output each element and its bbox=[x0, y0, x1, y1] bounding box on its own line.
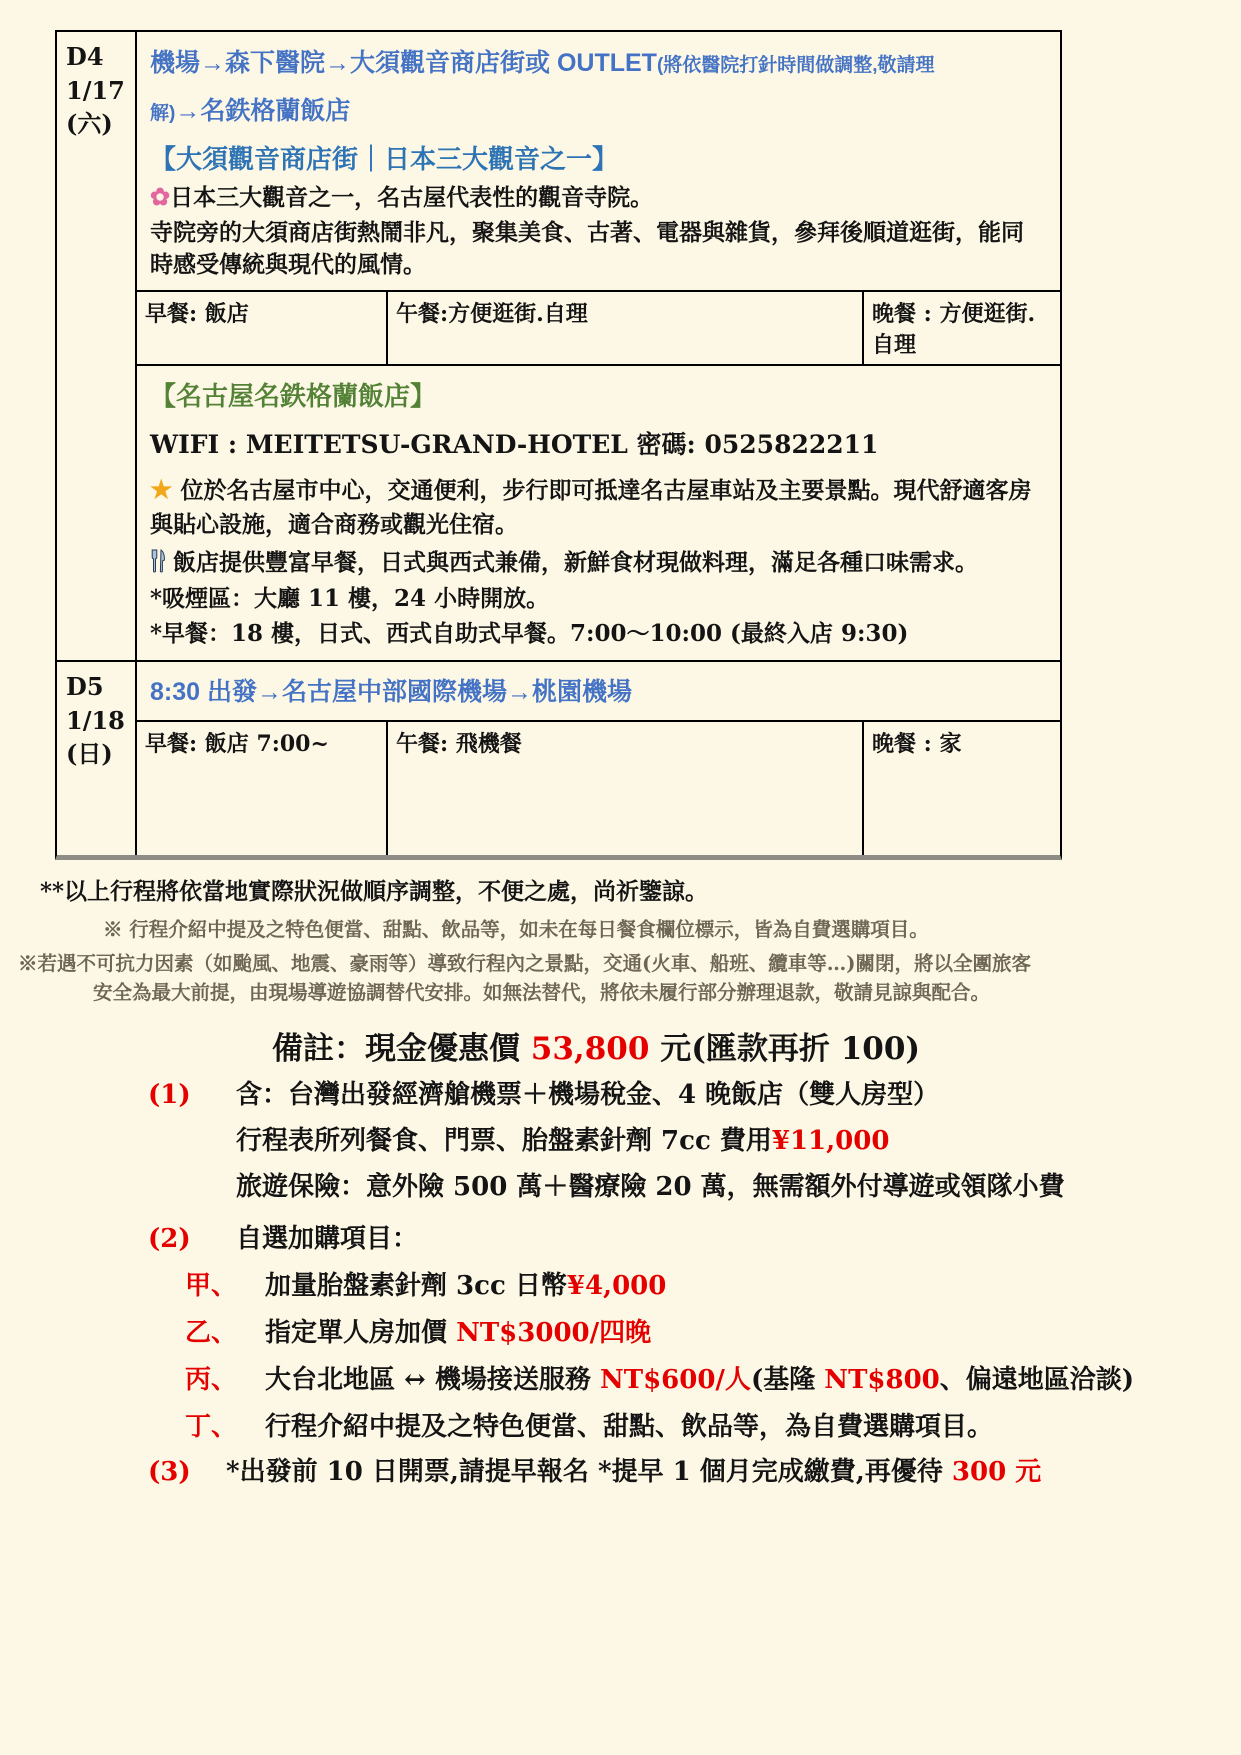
day-cell-d4 bbox=[57, 32, 137, 660]
day-cell-d5 bbox=[57, 662, 137, 856]
addon-c-post: 、偏遠地區洽談) bbox=[939, 1365, 1135, 1396]
remarks-item-3 bbox=[148, 1453, 1241, 1492]
route-text-hotel: →名鉄格蘭飯店 bbox=[175, 96, 351, 125]
route-paren-text-cont: 解) bbox=[150, 102, 176, 124]
addon-a-text: 加量胎盤素針劑 3cc 日幣 bbox=[265, 1271, 567, 1302]
addon-item-c bbox=[185, 1361, 1241, 1400]
addon-number: 乙、 bbox=[185, 1318, 238, 1349]
route-line-d4 bbox=[150, 40, 1046, 135]
attraction-title: 【大須觀音商店街｜日本三大觀音之一】 bbox=[150, 145, 619, 175]
breakfast-cell-d4: 早餐: 飯店 bbox=[137, 292, 388, 364]
addon-item-d bbox=[185, 1408, 1241, 1447]
cherry-blossom-icon: ✿ bbox=[150, 182, 171, 211]
included-line3: 旅遊保險：意外險 500 萬＋醫療險 20 萬，無需額外付導遊或領隊小費 bbox=[236, 1172, 1065, 1203]
hotel-name: 【名古屋名鉄格蘭飯店】 bbox=[150, 381, 437, 412]
remarks-title bbox=[272, 1023, 1241, 1068]
addon-a-content bbox=[265, 1267, 666, 1306]
placenta-price: ¥11,000 bbox=[771, 1126, 890, 1157]
table-row-d4 bbox=[57, 32, 1060, 660]
addon-item-b bbox=[185, 1314, 1241, 1353]
remarks-title-pre: 備註：現金優惠價 bbox=[272, 1031, 531, 1068]
attraction-line2: 寺院旁的大須商店街熱鬧非凡，聚集美食、古著、電器與雜貨，參拜後順道逛街，能同時感受傳統與現代的風情。 bbox=[150, 218, 1024, 279]
footnote-force-majeure-line2: 安全為最大前提，由現場導遊協調替代安排。如無法替代，將依未履行部分辦理退款，敬請見諒與配合。 bbox=[93, 980, 991, 1004]
footnote-force-majeure-line1: ※若遇不可抗力因素（如颱風、地震、豪雨等）導致行程內之景點，交通(火車、船班、纜車等…)關閉，將以全團旅客 bbox=[18, 951, 1031, 975]
route-block-d4 bbox=[137, 32, 1060, 290]
dinner-cell-d5: 晚餐 : 家 bbox=[872, 731, 962, 758]
early-pay-discount: 300 元 bbox=[951, 1457, 1042, 1488]
addon-c-price2: NT$800 bbox=[824, 1365, 940, 1396]
addon-c-price1: NT$600/人 bbox=[599, 1365, 751, 1396]
footnote-self-pay: ※ 行程介紹中提及之特色便當、甜點、飲品等，如未在每日餐食欄位標示，皆為自費選購項目。 bbox=[103, 918, 929, 942]
addon-c-content bbox=[265, 1361, 1134, 1400]
addon-item-a bbox=[185, 1267, 1241, 1306]
hotel-desc1-text: 位於名古屋市中心，交通便利，步行即可抵達名古屋車站及主要景點。現代舒適客房與貼心設施，適合商務或觀光住宿。 bbox=[150, 476, 1032, 539]
day-content-d5 bbox=[137, 662, 1060, 856]
table-row-d5 bbox=[57, 660, 1060, 856]
day-code: D5 bbox=[66, 671, 104, 701]
route-text: 機場→森下醫院→大須觀音商店街或 OUTLET bbox=[150, 49, 657, 77]
addon-c-text: 大台北地區 ↔ 機場接送服務 bbox=[265, 1365, 600, 1396]
addon-c-mid: (基隆 bbox=[750, 1365, 825, 1396]
hotel-desc2-text: 飯店提供豐富早餐，日式與西式兼備，新鮮食材現做料理，滿足各種口味需求。 bbox=[173, 548, 978, 576]
day-weekday: (六) bbox=[66, 109, 113, 139]
meal-row-d5 bbox=[137, 720, 1060, 855]
addon-d-content: 行程介紹中提及之特色便當、甜點、飲品等，為自費選購項目。 bbox=[265, 1412, 994, 1443]
day-date: 1/17 bbox=[66, 75, 125, 105]
fork-knife-icon bbox=[150, 549, 167, 573]
item-1-content bbox=[236, 1076, 1065, 1214]
adjustment-note: **以上行程將依當地實際狀況做順序調整，不便之處，尚祈鑒諒。 bbox=[40, 878, 709, 906]
attraction-line1-text: 日本三大觀音之一，名古屋代表性的觀音寺院。 bbox=[170, 184, 654, 211]
addon-number: 丁、 bbox=[185, 1412, 238, 1443]
item-number: (2) bbox=[148, 1224, 191, 1255]
hotel-desc2 bbox=[150, 546, 1046, 581]
lunch-cell-d5: 午餐: 飛機餐 bbox=[388, 722, 864, 855]
route-block-d5 bbox=[137, 662, 1060, 721]
included-line2-text: 行程表所列餐食、門票、胎盤素針劑 7cc 費用 bbox=[236, 1126, 772, 1157]
included-line2 bbox=[236, 1122, 1065, 1161]
remarks-item-2 bbox=[148, 1220, 1241, 1259]
item-2-content: 自選加購項目： bbox=[236, 1224, 419, 1255]
ticketing-text: *出發前 10 日開票,請提早報名 *提早 1 個月完成繳費,再優待 bbox=[226, 1457, 952, 1488]
attraction-line1 bbox=[150, 180, 1046, 215]
hotel-block bbox=[137, 364, 1060, 660]
addon-b-content bbox=[265, 1314, 651, 1353]
remarks-title-post: 元(匯款再折 100) bbox=[649, 1031, 921, 1068]
item-number: (1) bbox=[148, 1080, 191, 1111]
remarks-item-1 bbox=[148, 1076, 1241, 1214]
addon-a-price: ¥4,000 bbox=[566, 1271, 667, 1302]
lunch-cell-d4: 午餐:方便逛街.自理 bbox=[388, 292, 864, 364]
day-code: D4 bbox=[66, 42, 104, 71]
addon-number: 丙、 bbox=[185, 1365, 238, 1396]
star-icon: ★ bbox=[150, 474, 173, 504]
cash-price: 53,800 bbox=[530, 1031, 650, 1068]
included-line1: 含：台灣出發經濟艙機票＋機場稅金、4 晚飯店（雙人房型） bbox=[236, 1080, 940, 1111]
day-weekday: (日) bbox=[66, 739, 113, 769]
hotel-breakfast-note: *早餐：18 樓，日式、西式自助式早餐。7:00～10:00 (最終入店 9:30) bbox=[150, 620, 909, 648]
route-paren-text: (將依醫院打針時間做調整,敬請理 bbox=[656, 55, 935, 76]
item-3-content bbox=[226, 1453, 1041, 1492]
day-date: 1/18 bbox=[66, 705, 125, 735]
dinner-cell-d4: 晚餐 : 方便逛街.自理 bbox=[872, 300, 1036, 358]
hotel-smoking-note: *吸煙區：大廳 11 樓，24 小時開放。 bbox=[150, 585, 550, 613]
addon-number: 甲、 bbox=[185, 1271, 238, 1302]
day-content-d4 bbox=[137, 32, 1060, 660]
breakfast-cell-d5: 早餐: 飯店 7:00~ bbox=[137, 722, 388, 855]
addon-b-price: NT$3000/四晚 bbox=[456, 1318, 652, 1349]
route-line-d5: 8:30 出發→名古屋中部國際機場→桃園機場 bbox=[150, 677, 632, 706]
hotel-desc1 bbox=[150, 471, 1046, 543]
meal-row-d4 bbox=[137, 290, 1060, 364]
addon-b-text: 指定單人房加價 bbox=[265, 1318, 457, 1349]
hotel-wifi: WIFI : MEITETSU-GRAND-HOTEL 密碼: 0525822211 bbox=[150, 429, 879, 459]
item-number: (3) bbox=[148, 1457, 191, 1488]
itinerary-table bbox=[55, 30, 1062, 860]
